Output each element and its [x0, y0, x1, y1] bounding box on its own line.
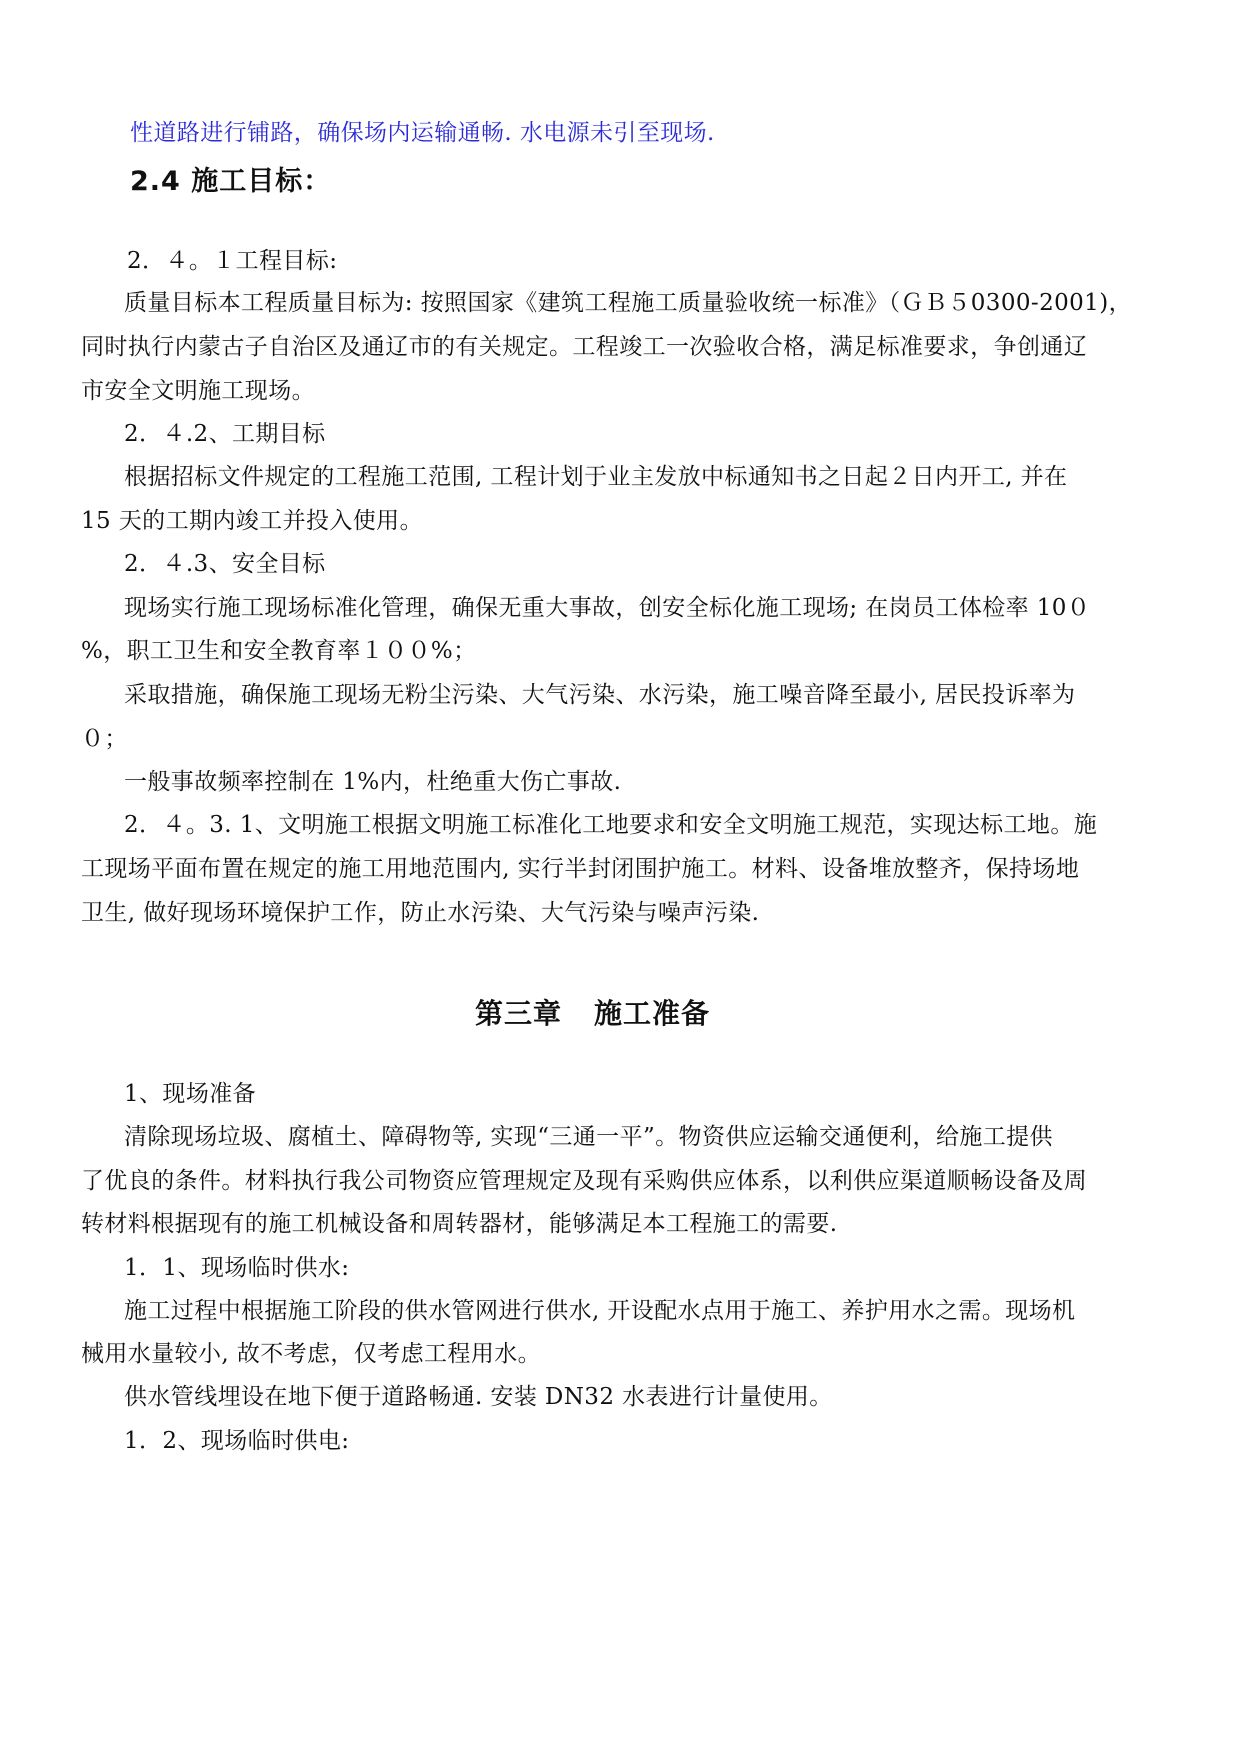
quality-paragraph-line-2: 同时执行内蒙古子自治区及通辽市的有关规定。工程竣工一次验收合格，满足标准要求，争创通辽 — [81, 334, 1088, 360]
safety-paragraph-line-2: %，职工卫生和安全教育率１００%； — [81, 638, 477, 664]
schedule-paragraph-line-1: 根据招标文件规定的工程施工范围, 工程计划于业主发放中标通知书之日起２日内开工, 并在 — [124, 464, 1068, 490]
prep-paragraph-line-3: 转材料根据现有的施工机械设备和周转器材，能够满足本工程施工的需要. — [81, 1211, 838, 1237]
measures-paragraph-line-2: ０； — [81, 726, 128, 752]
civil-paragraph-line-3: 卫生, 做好现场环境保护工作，防止水污染、大气污染与噪声污染. — [81, 900, 760, 926]
safety-paragraph-line-1: 现场实行施工现场标准化管理，确保无重大事故，创安全标化施工现场; 在岗员工体检率 10０ — [124, 595, 1091, 621]
section-2-4-title: 2.4 施工目标： — [130, 166, 332, 197]
subheading-2-4-2: 2．４.2、工期目标 — [124, 421, 326, 447]
prep-heading-1-2: 1．2、现场临时供电: — [124, 1428, 350, 1454]
quality-paragraph-line-1: 质量目标本工程质量目标为: 按照国家《建筑工程施工质量验收统一标准》（ＧＢ５0300-2001)， — [124, 290, 1132, 316]
water-paragraph-line-3: 供水管线埋设在地下便于道路畅通. 安装 DN32 水表进行计量使用。 — [124, 1384, 833, 1410]
prep-paragraph-line-2: 了优良的条件。材料执行我公司物资应管理规定及现有采购供应体系，以利供应渠道顺畅设备及周 — [81, 1168, 1088, 1194]
prep-paragraph-line-1: 清除现场垃圾、腐植土、障碍物等, 实现“三通一平”。物资供应运输交通便利，给施工提供 — [124, 1124, 1053, 1150]
water-paragraph-line-1: 施工过程中根据施工阶段的供水管网进行供水, 开设配水点用于施工、养护用水之需。现场机 — [124, 1298, 1076, 1324]
accident-paragraph-line-1: 一般事故频率控制在 1%内，杜绝重大伤亡事故. — [124, 769, 622, 795]
civil-paragraph-line-1: 2．４。3. 1、文明施工根据文明施工标准化工地要求和安全文明施工规范，实现达标工地。施 — [124, 812, 1098, 838]
prep-heading-1: 1、现场准备 — [124, 1081, 257, 1107]
schedule-paragraph-line-2: 15 天的工期内竣工并投入使用。 — [81, 508, 423, 534]
chapter-3-name: 施工准备 — [594, 997, 711, 1030]
prep-heading-1-1: 1．1、现场临时供水: — [124, 1255, 350, 1281]
measures-paragraph-line-1: 采取措施，确保施工现场无粉尘污染、大气污染、水污染，施工噪音降至最小, 居民投诉率为 — [124, 682, 1076, 708]
chapter-3-title — [475, 996, 710, 1032]
subheading-2-4-3: 2．４.3、安全目标 — [124, 551, 326, 577]
quality-paragraph-line-3: 市安全文明施工现场。 — [81, 378, 315, 404]
subheading-2-4-1: 2．４。１工程目标: — [127, 248, 338, 274]
intro-line: 性道路进行铺路，确保场内运输通畅. 水电源未引至现场. — [130, 120, 715, 146]
water-paragraph-line-2: 械用水量较小, 故不考虑，仅考虑工程用水。 — [81, 1341, 542, 1367]
civil-paragraph-line-2: 工现场平面布置在规定的施工用地范围内, 实行半封闭围护施工。材料、设备堆放整齐，保持场地 — [81, 856, 1080, 882]
chapter-3-number: 第三章 — [475, 997, 563, 1030]
